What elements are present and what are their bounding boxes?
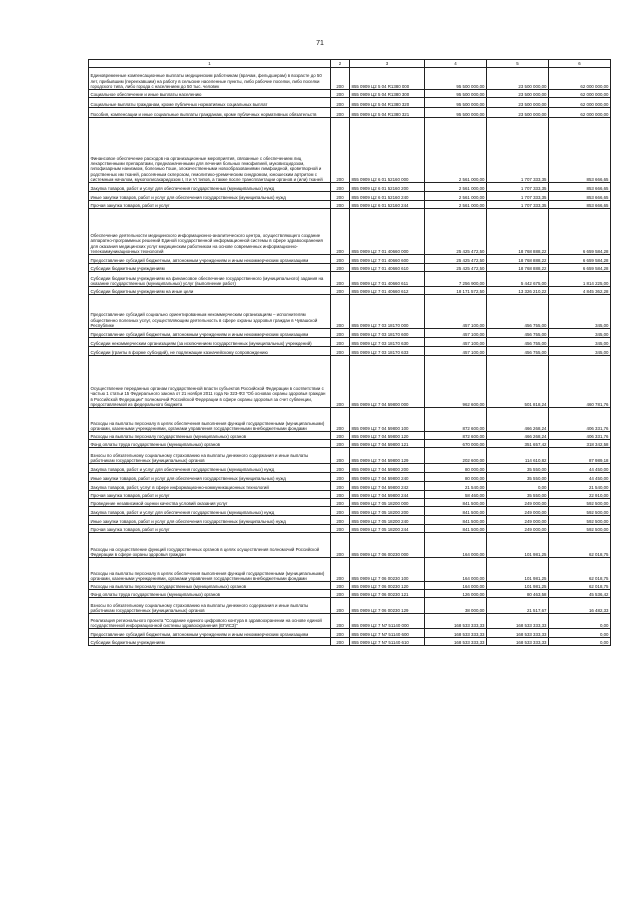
row-executed-cell: 456 755,00	[487, 329, 549, 338]
row-executed-cell: 23 500 000,00	[487, 68, 549, 90]
row-remaining-cell: 345,00	[549, 295, 611, 329]
row-code-cell: 200	[331, 264, 350, 272]
row-remaining-cell: 345,00	[549, 347, 611, 356]
row-code-cell: 200	[331, 598, 350, 614]
row-code-cell: 200	[331, 499, 350, 507]
row-amount-cell: 95 500 000,00	[425, 108, 487, 118]
row-classification-cell: 855 0909 Ц2 7 06 00230 000	[350, 533, 425, 558]
row-amount-cell: 80 000,00	[425, 473, 487, 482]
row-classification-cell: 855 0909 Ц2 7 03 18170 000	[350, 295, 425, 329]
row-executed-cell: 13 326 210,22	[487, 287, 549, 295]
row-name-cell: Взносы по обязательному социальному страхованию на выплаты денежного содержания и иные выплаты работникам государственных (муниципальных) органов	[89, 598, 331, 614]
table-row	[89, 356, 611, 408]
table-row	[89, 295, 611, 329]
table-row	[89, 432, 611, 440]
table-row	[89, 338, 611, 347]
row-remaining-cell: 592 500,00	[549, 499, 611, 507]
row-remaining-cell: 0,00	[549, 638, 611, 646]
row-executed-cell: 35 550,00	[487, 464, 549, 473]
row-remaining-cell: 22 910,00	[549, 491, 611, 499]
row-code-cell: 200	[331, 582, 350, 590]
row-code-cell: 200	[331, 192, 350, 201]
row-name-cell: Прочая закупка товаров, работ и услуг	[89, 491, 331, 499]
row-executed-cell: 80 463,58	[487, 590, 549, 598]
row-executed-cell: 0,00	[487, 482, 549, 491]
row-classification-cell: 855 0909 Ц2 7 N7 51140 600	[350, 629, 425, 638]
row-classification-cell: 855 0909 Ц2 7 04 59800 100	[350, 408, 425, 432]
row-classification-cell: 855 0909 Ц2 7 N7 51140 610	[350, 638, 425, 646]
row-remaining-cell: 6 659 584,28	[549, 209, 611, 255]
row-executed-cell: 249 000,00	[487, 499, 549, 507]
page-number: 71	[316, 40, 324, 47]
row-classification-cell: 855 0909 Ц2 7 04 59800 000	[350, 356, 425, 408]
row-code-cell: 200	[331, 590, 350, 598]
row-executed-cell: 101 981,25	[487, 533, 549, 558]
row-name-cell: Взносы по обязательному социальному страхованию на выплаты денежного содержания и иные выплаты работникам государственных (муниципальных) органов	[89, 448, 331, 464]
row-name-cell: Иные закупки товаров, работ и услуг для обеспечения государственных (муниципальных) нужд	[89, 192, 331, 201]
row-remaining-cell: 21 540,00	[549, 482, 611, 491]
row-name-cell: Расходы на выплаты персоналу государственных (муниципальных) органов	[89, 432, 331, 440]
row-code-cell: 200	[331, 68, 350, 90]
row-code-cell: 200	[331, 183, 350, 192]
row-remaining-cell: 406 331,76	[549, 408, 611, 432]
row-classification-cell: 855 0909 Ц2 5 04 R1380 321	[350, 108, 425, 118]
row-amount-cell: 202 600,00	[425, 448, 487, 464]
row-amount-cell: 95 500 000,00	[425, 68, 487, 90]
table-row	[89, 90, 611, 98]
row-executed-cell: 456 755,00	[487, 347, 549, 356]
row-name-cell: Обеспечение деятельности медицинского информационно-аналитического центра, осуществляющего создание аппаратно-программных решений Единой государственной информационной системы в сфере здравоохранения для оказания медицинских услуг медицинским работником на основе современных информационно-телекоммуникационных технологий	[89, 209, 331, 255]
row-code-cell: 200	[331, 464, 350, 473]
row-remaining-cell: 62 018,75	[549, 533, 611, 558]
row-name-cell: Прочая закупка товаров, работ и услуг	[89, 201, 331, 209]
row-name-cell: Финансовое обеспечение расходов на организационные мероприятия, связанные с обеспечением лиц лекарственными препаратами, предназначенными для лечения больных гемофилией, муковисцидозом, гипофизарным нанизмом, болезнью Гоше, злокачественными новообразованиями лимфоидной, кроветворной и родственных им тканей, рассеянным склерозом, гемолитико-уремическим синдромом, юношеским артритом с системным началом, мукополисахаридозом I, II и VI типов, а также после трансплантации органов и (или) тканей	[89, 118, 331, 183]
row-remaining-cell: 406 331,76	[549, 432, 611, 440]
row-name-cell: Субсидии бюджетным учреждениям	[89, 638, 331, 646]
row-code-cell: 200	[331, 473, 350, 482]
table-row	[89, 482, 611, 491]
row-remaining-cell: 0,00	[549, 614, 611, 629]
row-name-cell: Предоставление субсидий социально ориентированным некоммерческим организациям – исполнителям общественно полезных услуг, осуществляющим деятельность в сфере охраны здоровья граждан в Чувашской Республике	[89, 295, 331, 329]
row-amount-cell: 670 000,00	[425, 440, 487, 448]
row-remaining-cell: 6 659 584,28	[549, 255, 611, 264]
row-code-cell: 200	[331, 329, 350, 338]
row-executed-cell: 1 707 333,35	[487, 183, 549, 192]
row-code-cell: 200	[331, 201, 350, 209]
row-name-cell: Закупка товаров, работ и услуг для обеспечения государственных (муниципальных) нужд	[89, 464, 331, 473]
row-classification-cell: 855 0909 Ц2 6 01 52160 200	[350, 183, 425, 192]
row-classification-cell: 855 0909 Ц2 7 03 18170 633	[350, 347, 425, 356]
row-name-cell: Субсидии бюджетным учреждениям	[89, 264, 331, 272]
row-classification-cell: 855 0909 Ц2 7 05 18200 000	[350, 499, 425, 507]
row-code-cell: 200	[331, 638, 350, 646]
table-row	[89, 98, 611, 108]
row-classification-cell: 855 0909 Ц2 5 04 R1380 320	[350, 98, 425, 108]
row-classification-cell: 855 0909 Ц2 7 04 59800 200	[350, 464, 425, 473]
table-row	[89, 516, 611, 525]
row-classification-cell: 855 0909 Ц2 7 04 59800 120	[350, 432, 425, 440]
row-code-cell: 200	[331, 614, 350, 629]
row-code-cell: 200	[331, 209, 350, 255]
table-row	[89, 638, 611, 646]
row-code-cell: 200	[331, 90, 350, 98]
row-code-cell: 200	[331, 533, 350, 558]
row-name-cell: Единовременные компенсационные выплаты медицинским работникам (врачам, фельдшерам) в возрасте до 50 лет, прибывшим (переехавшим) на работу в сельские населенные пункты, либо рабочие поселки, либо поселки городского типа, либо города с населением до 50 тыс. человек	[89, 68, 331, 90]
row-code-cell: 200	[331, 408, 350, 432]
row-remaining-cell: 318 342,58	[549, 440, 611, 448]
row-remaining-cell: 853 666,65	[549, 192, 611, 201]
row-remaining-cell: 44 450,00	[549, 464, 611, 473]
table-row	[89, 408, 611, 432]
row-amount-cell: 80 000,00	[425, 464, 487, 473]
row-code-cell: 200	[331, 295, 350, 329]
table-row	[89, 558, 611, 582]
table-row	[89, 582, 611, 590]
row-classification-cell: 855 0909 Ц2 7 04 59800 129	[350, 448, 425, 464]
row-remaining-cell: 345,00	[549, 338, 611, 347]
row-executed-cell: 249 000,00	[487, 525, 549, 533]
row-amount-cell: 18 171 572,50	[425, 287, 487, 295]
row-remaining-cell: 1 814 225,00	[549, 272, 611, 287]
row-amount-cell: 872 600,00	[425, 432, 487, 440]
row-amount-cell: 164 000,00	[425, 533, 487, 558]
table-row	[89, 118, 611, 183]
row-name-cell: Расходы на выплаты персоналу государственных (муниципальных) органов	[89, 582, 331, 590]
table-row	[89, 108, 611, 118]
row-executed-cell: 351 657,42	[487, 440, 549, 448]
row-amount-cell: 95 500 000,00	[425, 90, 487, 98]
row-amount-cell: 21 540,00	[425, 482, 487, 491]
row-classification-cell: 855 0909 Ц2 7 01 40660 000	[350, 209, 425, 255]
table-row	[89, 440, 611, 448]
row-amount-cell: 25 425 472,50	[425, 209, 487, 255]
row-amount-cell: 2 561 000,00	[425, 192, 487, 201]
row-remaining-cell: 62 000 000,00	[549, 98, 611, 108]
row-code-cell: 200	[331, 440, 350, 448]
row-name-cell: Предоставление субсидий бюджетным, автономным учреждениям и иным некоммерческим организациям	[89, 329, 331, 338]
table-row	[89, 473, 611, 482]
row-executed-cell: 249 000,00	[487, 516, 549, 525]
row-executed-cell: 466 268,24	[487, 432, 549, 440]
row-remaining-cell: 44 450,00	[549, 473, 611, 482]
row-remaining-cell: 592 500,00	[549, 525, 611, 533]
table-row	[89, 264, 611, 272]
row-remaining-cell: 62 018,75	[549, 582, 611, 590]
row-classification-cell: 855 0909 Ц2 7 05 18200 200	[350, 507, 425, 516]
row-code-cell: 200	[331, 482, 350, 491]
row-name-cell: Проведение независимой оценки качества условий оказания услуг	[89, 499, 331, 507]
row-executed-cell: 456 755,00	[487, 338, 549, 347]
row-amount-cell: 126 000,00	[425, 590, 487, 598]
table-row	[89, 272, 611, 287]
row-classification-cell: 855 0909 Ц2 7 03 18170 630	[350, 338, 425, 347]
row-remaining-cell: 6 659 584,28	[549, 264, 611, 272]
row-code-cell: 200	[331, 272, 350, 287]
row-code-cell: 200	[331, 516, 350, 525]
table-row	[89, 533, 611, 558]
row-remaining-cell: 592 500,00	[549, 507, 611, 516]
row-executed-cell: 23 500 000,00	[487, 98, 549, 108]
row-amount-cell: 872 600,00	[425, 408, 487, 432]
table-row	[89, 598, 611, 614]
row-remaining-cell: 62 000 000,00	[549, 108, 611, 118]
row-classification-cell: 855 0909 Ц2 7 01 40660 600	[350, 255, 425, 264]
row-amount-cell: 168 533 333,33	[425, 629, 487, 638]
row-executed-cell: 23 500 000,00	[487, 90, 549, 98]
row-executed-cell: 101 981,25	[487, 582, 549, 590]
row-amount-cell: 841 500,00	[425, 516, 487, 525]
row-classification-cell: 855 0909 Ц2 7 04 59800 244	[350, 491, 425, 499]
row-classification-cell: 855 0909 Ц2 6 01 52160 244	[350, 201, 425, 209]
row-classification-cell: 855 0909 Ц2 7 06 00230 129	[350, 598, 425, 614]
table-body	[89, 68, 611, 646]
table-row	[89, 347, 611, 356]
row-executed-cell: 466 268,24	[487, 408, 549, 432]
row-code-cell: 200	[331, 98, 350, 108]
row-executed-cell: 1 707 333,35	[487, 201, 549, 209]
row-amount-cell: 168 533 333,33	[425, 638, 487, 646]
row-code-cell: 200	[331, 491, 350, 499]
table-row	[89, 614, 611, 629]
table-row	[89, 464, 611, 473]
row-classification-cell: 855 0909 Ц2 7 01 40660 610	[350, 264, 425, 272]
row-name-cell: Субсидии бюджетным учреждениям на иные цели	[89, 287, 331, 295]
table-header-row	[89, 60, 611, 68]
row-amount-cell: 2 561 000,00	[425, 118, 487, 183]
row-name-cell: Расходы на выплаты персоналу в целях обеспечения выполнения функций государственными (муниципальными) органами, казенными учреждениями, органами управления государственными внебюджетными фондами	[89, 558, 331, 582]
header-col-3: 3	[350, 60, 425, 68]
row-executed-cell: 168 533 333,33	[487, 629, 549, 638]
header-col-6: 6	[549, 60, 611, 68]
row-executed-cell: 18 768 888,22	[487, 209, 549, 255]
row-remaining-cell: 0,00	[549, 629, 611, 638]
row-executed-cell: 1 707 333,35	[487, 118, 549, 183]
row-name-cell: Закупка товаров, работ и услуг для обеспечения государственных (муниципальных) нужд	[89, 183, 331, 192]
row-classification-cell: 855 0909 Ц2 7 05 18200 244	[350, 525, 425, 533]
row-classification-cell: 855 0909 Ц2 7 06 00230 100	[350, 558, 425, 582]
row-executed-cell: 35 550,00	[487, 491, 549, 499]
table-row	[89, 201, 611, 209]
row-name-cell: Предоставление субсидий бюджетным, автономным учреждениям и иным некоммерческим организациям	[89, 255, 331, 264]
row-executed-cell: 456 755,00	[487, 295, 549, 329]
table-row	[89, 255, 611, 264]
row-amount-cell: 25 425 472,50	[425, 255, 487, 264]
header-col-5: 5	[487, 60, 549, 68]
row-amount-cell: 841 500,00	[425, 507, 487, 516]
row-code-cell: 200	[331, 507, 350, 516]
table-row	[89, 68, 611, 90]
row-code-cell: 200	[331, 356, 350, 408]
row-classification-cell: 855 0909 Ц2 7 N7 51140 000	[350, 614, 425, 629]
row-remaining-cell: 460 781,76	[549, 356, 611, 408]
row-classification-cell: 855 0909 Ц2 7 04 59800 240	[350, 473, 425, 482]
row-code-cell: 200	[331, 338, 350, 347]
row-classification-cell: 855 0909 Ц2 5 04 R1380 000	[350, 68, 425, 90]
row-amount-cell: 457 100,00	[425, 347, 487, 356]
row-amount-cell: 7 256 900,00	[425, 272, 487, 287]
row-executed-cell: 101 981,25	[487, 558, 549, 582]
row-remaining-cell: 87 989,18	[549, 448, 611, 464]
row-executed-cell: 1 707 333,35	[487, 192, 549, 201]
row-name-cell: Социальное обеспечение и иные выплаты населению	[89, 90, 331, 98]
row-remaining-cell: 62 018,75	[549, 558, 611, 582]
row-name-cell: Субсидии (гранты в форме субсидий), не подлежащие казначейскому сопровождению	[89, 347, 331, 356]
row-name-cell: Пособия, компенсации и иные социальные выплаты гражданам, кроме публичных нормативных обязательств	[89, 108, 331, 118]
row-remaining-cell: 62 000 000,00	[549, 90, 611, 98]
budget-table	[88, 59, 611, 646]
row-amount-cell: 2 561 000,00	[425, 201, 487, 209]
row-remaining-cell: 853 666,65	[549, 118, 611, 183]
row-classification-cell: 855 0909 Ц2 7 06 00230 120	[350, 582, 425, 590]
table-row	[89, 507, 611, 516]
row-code-cell: 200	[331, 255, 350, 264]
row-amount-cell: 962 600,00	[425, 356, 487, 408]
row-code-cell: 200	[331, 118, 350, 183]
table-row	[89, 590, 611, 598]
row-executed-cell: 114 610,82	[487, 448, 549, 464]
row-remaining-cell: 853 666,65	[549, 201, 611, 209]
row-amount-cell: 38 000,00	[425, 598, 487, 614]
row-name-cell: Фонд оплаты труда государственных (муниципальных) органов	[89, 440, 331, 448]
row-amount-cell: 25 425 472,50	[425, 264, 487, 272]
row-remaining-cell: 45 536,42	[549, 590, 611, 598]
row-amount-cell: 457 100,00	[425, 295, 487, 329]
row-executed-cell: 501 818,24	[487, 356, 549, 408]
row-executed-cell: 23 500 000,00	[487, 108, 549, 118]
row-executed-cell: 168 533 333,33	[487, 614, 549, 629]
row-name-cell: Субсидии некоммерческим организациям (за исключением государственных (муниципальных) учреждений)	[89, 338, 331, 347]
row-amount-cell: 841 500,00	[425, 499, 487, 507]
row-amount-cell: 164 000,00	[425, 558, 487, 582]
row-amount-cell: 58 460,00	[425, 491, 487, 499]
row-executed-cell: 5 442 675,00	[487, 272, 549, 287]
row-amount-cell: 168 533 333,33	[425, 614, 487, 629]
row-name-cell: Осуществление переданных органам государственной власти субъектов Российской Федерации в соответствии с частью 1 статьи 15 Федерального закона от 21 ноября 2011 года № 323-ФЗ "Об основах охраны здоровья граждан в Российской Федерации" полномочий Российской Федерации в сфере охраны здоровья за счет субвенции, предоставляемой из федерального бюджета	[89, 356, 331, 408]
row-classification-cell: 855 0909 Ц2 7 06 00230 121	[350, 590, 425, 598]
table-row	[89, 183, 611, 192]
row-code-cell: 200	[331, 347, 350, 356]
row-name-cell: Реализация регионального проекта "Создание единого цифрового контура в здравоохранении на основе единой государственной информационной системы здравоохранения (ЕГИСЗ)"	[89, 614, 331, 629]
row-remaining-cell: 62 000 000,00	[549, 68, 611, 90]
row-amount-cell: 457 100,00	[425, 338, 487, 347]
row-name-cell: Предоставление субсидий бюджетным, автономным учреждениям и иным некоммерческим организациям	[89, 629, 331, 638]
table-row	[89, 499, 611, 507]
row-code-cell: 200	[331, 432, 350, 440]
row-classification-cell: 855 0909 Ц2 7 03 18170 600	[350, 329, 425, 338]
row-name-cell: Закупка товаров, работ и услуг для обеспечения государственных (муниципальных) нужд	[89, 507, 331, 516]
row-name-cell: Расходы на выплаты персоналу в целях обеспечения выполнения функций государственными (муниципальными) органами, казенными учреждениями, органами управления государственными внебюджетными фондами	[89, 408, 331, 432]
row-name-cell: Фонд оплаты труда государственных (муниципальных) органов	[89, 590, 331, 598]
row-code-cell: 200	[331, 558, 350, 582]
row-remaining-cell: 4 845 362,28	[549, 287, 611, 295]
row-remaining-cell: 853 666,65	[549, 183, 611, 192]
header-col-4: 4	[425, 60, 487, 68]
row-name-cell: Социальные выплаты гражданам, кроме публичных нормативных социальных выплат	[89, 98, 331, 108]
header-col-2: 2	[331, 60, 350, 68]
row-code-cell: 200	[331, 448, 350, 464]
row-amount-cell: 164 000,00	[425, 582, 487, 590]
header-col-1: 1	[89, 60, 331, 68]
row-amount-cell: 2 561 000,00	[425, 183, 487, 192]
row-code-cell: 200	[331, 525, 350, 533]
row-amount-cell: 457 100,00	[425, 329, 487, 338]
table-row	[89, 525, 611, 533]
table-row	[89, 192, 611, 201]
row-name-cell: Иные закупки товаров, работ и услуг для обеспечения государственных (муниципальных) нужд	[89, 516, 331, 525]
row-name-cell: Расходы на осуществление функций государственных органов в целях осуществления полномочий Российской Федерации в сфере охраны здоровья граждан	[89, 533, 331, 558]
row-executed-cell: 21 517,67	[487, 598, 549, 614]
row-classification-cell: 855 0909 Ц2 7 04 59800 121	[350, 440, 425, 448]
row-classification-cell: 855 0909 Ц2 6 01 52160 240	[350, 192, 425, 201]
row-remaining-cell: 16 482,33	[549, 598, 611, 614]
row-code-cell: 200	[331, 287, 350, 295]
table-row	[89, 448, 611, 464]
row-name-cell: Прочая закупка товаров, работ и услуг	[89, 525, 331, 533]
row-classification-cell: 855 0909 Ц2 5 04 R1380 300	[350, 90, 425, 98]
row-code-cell: 200	[331, 108, 350, 118]
table-row	[89, 209, 611, 255]
row-classification-cell: 855 0909 Ц2 7 05 18200 240	[350, 516, 425, 525]
row-remaining-cell: 592 500,00	[549, 516, 611, 525]
row-amount-cell: 95 500 000,00	[425, 98, 487, 108]
row-executed-cell: 168 533 333,33	[487, 638, 549, 646]
row-name-cell: Закупка товаров, работ, услуг в сфере информационно-коммуникационных технологий	[89, 482, 331, 491]
row-remaining-cell: 345,00	[549, 329, 611, 338]
table-row	[89, 491, 611, 499]
row-name-cell: Иные закупки товаров, работ и услуг для обеспечения государственных (муниципальных) нужд	[89, 473, 331, 482]
row-classification-cell: 855 0909 Ц2 7 01 40660 612	[350, 287, 425, 295]
row-amount-cell: 841 500,00	[425, 525, 487, 533]
row-code-cell: 200	[331, 629, 350, 638]
row-executed-cell: 18 768 888,22	[487, 255, 549, 264]
row-executed-cell: 35 550,00	[487, 473, 549, 482]
table-row	[89, 287, 611, 295]
row-classification-cell: 855 0909 Ц2 7 04 59800 242	[350, 482, 425, 491]
row-name-cell: Субсидии бюджетным учреждениям на финансовое обеспечение государственного (муниципального) задания на оказание государственных (муниципальных) услуг (выполнение работ)	[89, 272, 331, 287]
row-classification-cell: 855 0909 Ц2 6 01 52160 000	[350, 118, 425, 183]
table-row	[89, 329, 611, 338]
row-classification-cell: 855 0909 Ц2 7 01 40660 611	[350, 272, 425, 287]
row-executed-cell: 249 000,00	[487, 507, 549, 516]
row-executed-cell: 18 768 888,22	[487, 264, 549, 272]
table-row	[89, 629, 611, 638]
